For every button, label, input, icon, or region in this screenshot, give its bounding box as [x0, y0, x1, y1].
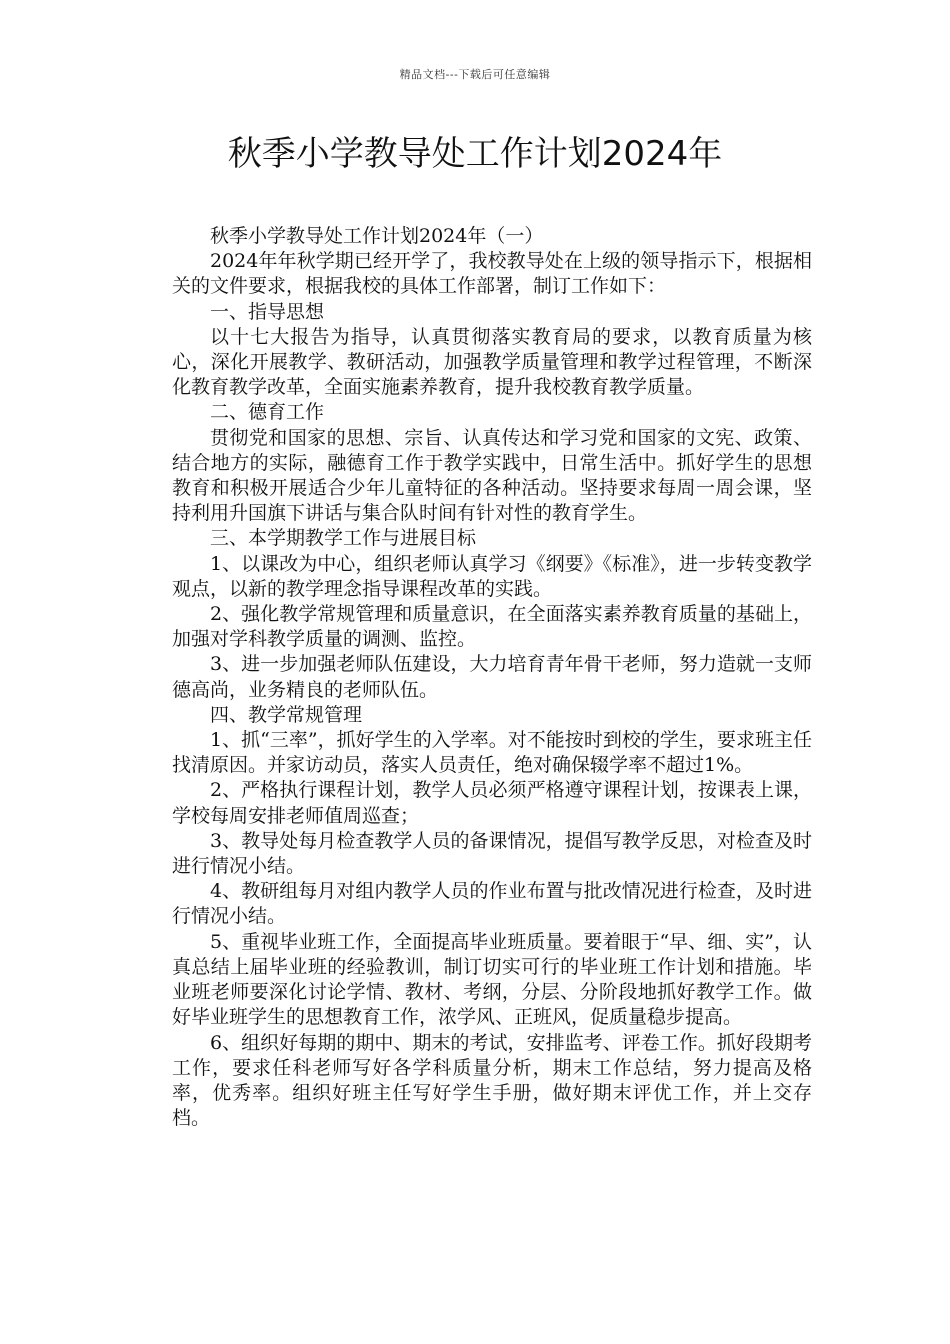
intro-paragraph: 2024年年秋学期已经开学了，我校教导处在上级的领导指示下，根据相关的文件要求，根据我校的具体工作部署，制订工作如下：: [172, 250, 812, 298]
document-body: [172, 224, 812, 1131]
list-item: 2、强化教学常规管理和质量意识，在全面落实素养教育质量的基础上，加强对学科教学质量的调测、监控。: [172, 603, 812, 651]
section-heading: 二、德育工作: [210, 401, 325, 424]
header-note: 精品文档---下载后可任意编辑: [399, 68, 551, 81]
list-item: 1、以课改为中心，组织老师认真学习《纲要》《标准》，进一步转变教学观点，以新的教学理念指导课程改革的实践。: [172, 552, 812, 600]
section-heading: 三、本学期教学工作与进展目标: [210, 527, 477, 550]
section-heading: 四、教学常规管理: [210, 703, 363, 726]
list-item: 1、抓“三率”，抓好学生的入学率。对不能按时到校的学生，要求班主任找清原因。并家访动员，落实人员责任，绝对确保辍学率不超过1%。: [172, 729, 812, 777]
document-title: 秋季小学教导处工作计划2024年: [227, 134, 723, 174]
subtitle-paragraph: 秋季小学教导处工作计划2024年（一）: [210, 225, 544, 247]
list-item: 6、组织好每期的期中、期末的考试，安排监考、评卷工作。抓好段期考工作，要求任科老师写好各学科质量分析，期末工作总结，努力提高及格率，优秀率。组织好班主任写好学生手册，做好期末评优工作，并上交存档。: [172, 1031, 812, 1130]
list-item: 4、教研组每月对组内教学人员的作业布置与批改情况进行检查，及时进行情况小结。: [172, 880, 812, 928]
list-item: 3、教导处每月检查教学人员的备课情况，提倡写教学反思，对检查及时进行情况小结。: [172, 829, 812, 878]
paragraph: 以十七大报告为指导，认真贯彻落实教育局的要求，以教育质量为核心，深化开展教学、教研活动，加强教学质量管理和教学过程管理，不断深化教育教学改革，全面实施素养教育，提升我校教育教学质量。: [172, 325, 812, 399]
list-item: 3、进一步加强老师队伍建设，大力培育青年骨干老师，努力造就一支师德高尚，业务精良的老师队伍。: [172, 653, 812, 701]
list-item: 5、重视毕业班工作，全面提高毕业班质量。要着眼于“早、细、实”，认真总结上届毕业班的经验教训，制订切实可行的毕业班工作计划和措施。毕业班老师要深化讨论学情、教材、考纲，分层、分阶段地抓好教学工作。做好毕业班学生的思想教育工作，浓学风、正班风，促质量稳步提高。: [172, 930, 812, 1029]
paragraph: 贯彻党和国家的思想、宗旨、认真传达和学习党和国家的文宪、政策、结合地方的实际，融德育工作于教学实践中，日常生活中。抓好学生的思想教育和积极开展适合少年儿童特征的各种活动。坚持要求每周一周会课，坚持利用升国旗下讲话与集合队时间有针对性的教育学生。: [172, 426, 812, 525]
list-item: 2、严格执行课程计划，教学人员必须严格遵守课程计划，按课表上课，学校每周安排老师值周巡查；: [172, 779, 812, 827]
section-heading: 一、指导思想: [210, 300, 325, 323]
